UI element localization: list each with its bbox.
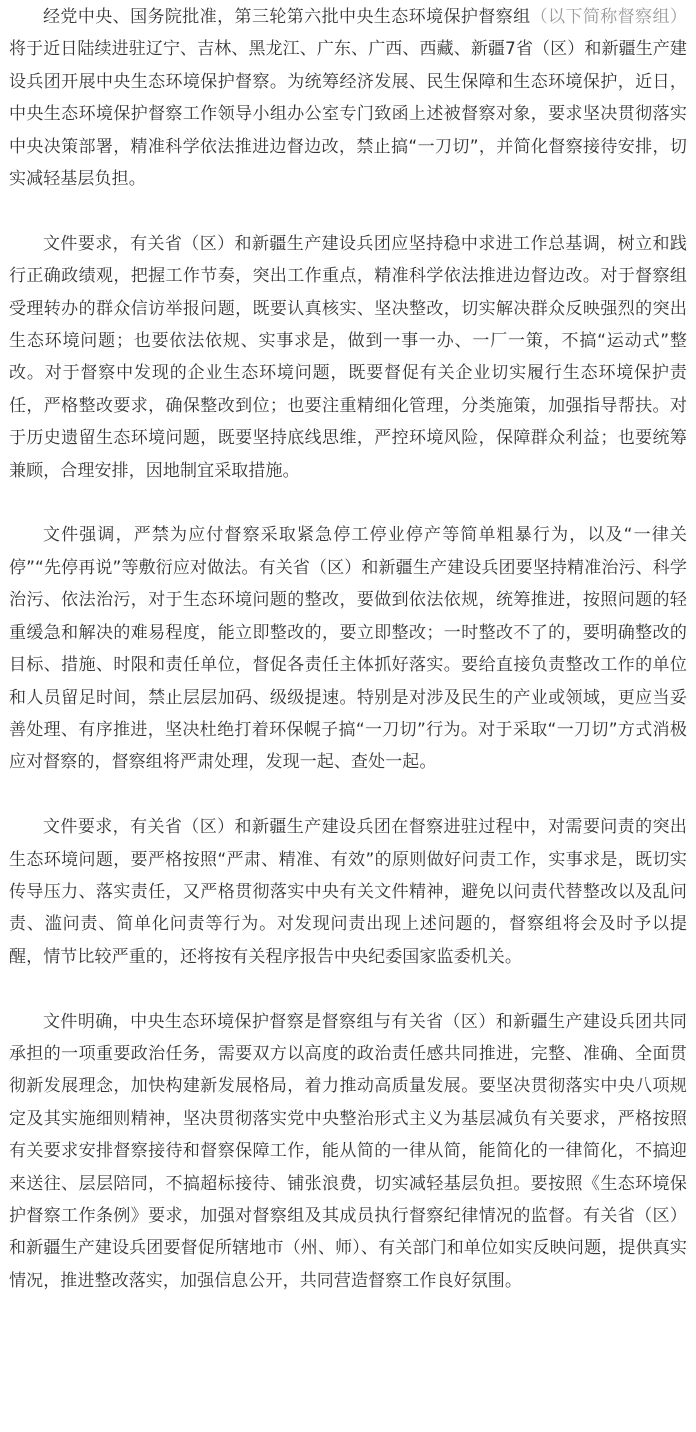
paragraph-2: 文件要求，有关省（区）和新疆生产建设兵团应坚持稳中求进工作总基调，树立和践行正确政绩观，把握工作节奏，突出工作重点，精准科学依法推进边督边改。对于督察组受理转办的群众信访举报问题，既要认真核实、坚决整改，切实解决群众反映强烈的突出生态环境问题；也要依法依规、实事求是，做到一事一办、一厂一策，不搞“运动式”整改。对于督察中发现的企业生态环境问题，既要督促有关企业切实履行生态环境保护责任，严格整改要求，确保整改到位；也要注重精细化管理，分类施策，加强指导帮扶。对于历史遗留生态环境问题，既要坚持底线思维，严控环境风险，保障群众利益；也要统筹兼顾，合理安排，因地制宜采取措施。 — [9, 233, 687, 481]
paragraph-5: 文件明确，中央生态环境保护督察是督察组与有关省（区）和新疆生产建设兵团共同承担的一项重要政治任务，需要双方以高度的政治责任感共同推进，完整、准确、全面贯彻新发展理念，加快构建新发展格局，着力推动高质量发展。要坚决贯彻落实中央八项规定及其实施细则精神，坚决贯彻落实党中央整治形式主义为基层减负有关要求，严格按照有关要求安排督察接待和督察保障工作，能从简的一律从简，能简化的一律简化，不搞迎来送往、层层陪同，不搞超标接待、铺张浪费，切实减轻基层负担。要按照《生态环境保护督察工作条例》要求，加强对督察组及其成员执行督察纪律情况的监督。有关省（区）和新疆生产建设兵团要督促所辖地市（州、师）、有关部门和单位如实反映问题，提供真实情况，推进整改落实，加强信息公开，共同营造督察工作良好氛围。 — [9, 1011, 687, 1291]
paragraph-4: 文件要求，有关省（区）和新疆生产建设兵团在督察进驻过程中，对需要问责的突出生态环境问题，要严格按照“严肃、精准、有效”的原则做好问责工作，实事求是，既切实传导压力、落实责任，又严格贯彻落实中央有关文件精神，避免以问责代替整改以及乱问责、滥问责、简单化问责等行为。对发现问责出现上述问题的，督察组将会及时予以提醒，情节比较严重的，还将按有关程序报告中央纪委国家监委机关。 — [9, 817, 687, 967]
paragraph-1-lead: 经党中央、国务院批准，第三轮第六批中央生态环境保护督察组 — [43, 7, 531, 27]
paragraph-3: 文件强调，严禁为应付督察采取紧急停工停业停产等简单粗暴行为，以及“一律关停”“先停再说”等敷衍应对做法。有关省（区）和新疆生产建设兵团要坚持精准治污、科学治污、依法治污，对于生态环境问题的整改，要做到依法依规，统筹推进，按照问题的轻重缓急和解决的难易程度，能立即整改的，要立即整改；一时整改不了的，要明确整改的目标、措施、时限和责任单位，督促各责任主体抓好落实。要给直接负责整改工作的单位和人员留足时间，禁止层层加码、级级提速。特别是对涉及民生的产业或领域，更应当妥善处理、有序推进，坚决杜绝打着环保幌子搞“一刀切”行为。对于采取“一刀切”方式消极应对督察的，督察组将严肃处理，发现一起、查处一起。 — [9, 525, 687, 773]
paragraph-1-rest: 将于近日陆续进驻辽宁、吉林、黑龙江、广东、广西、西藏、新疆7省（区）和新疆生产建设兵团开展中央生态环境保护督察。为统筹经济发展、民生保障和生态环境保护，近日，中央生态环境保护督察工作领导小组办公室专门致函上述被督察对象，要求坚决贯彻落实中央决策部署，精准科学依法推进边督边改，禁止搞“一刀切”，并简化督察接待安排，切实减轻基层负担。 — [9, 39, 687, 190]
paragraph-1 — [9, 1, 687, 195]
paragraph-1-aside: （以下简称督察组） — [530, 7, 687, 27]
article-body — [9, 0, 687, 1297]
